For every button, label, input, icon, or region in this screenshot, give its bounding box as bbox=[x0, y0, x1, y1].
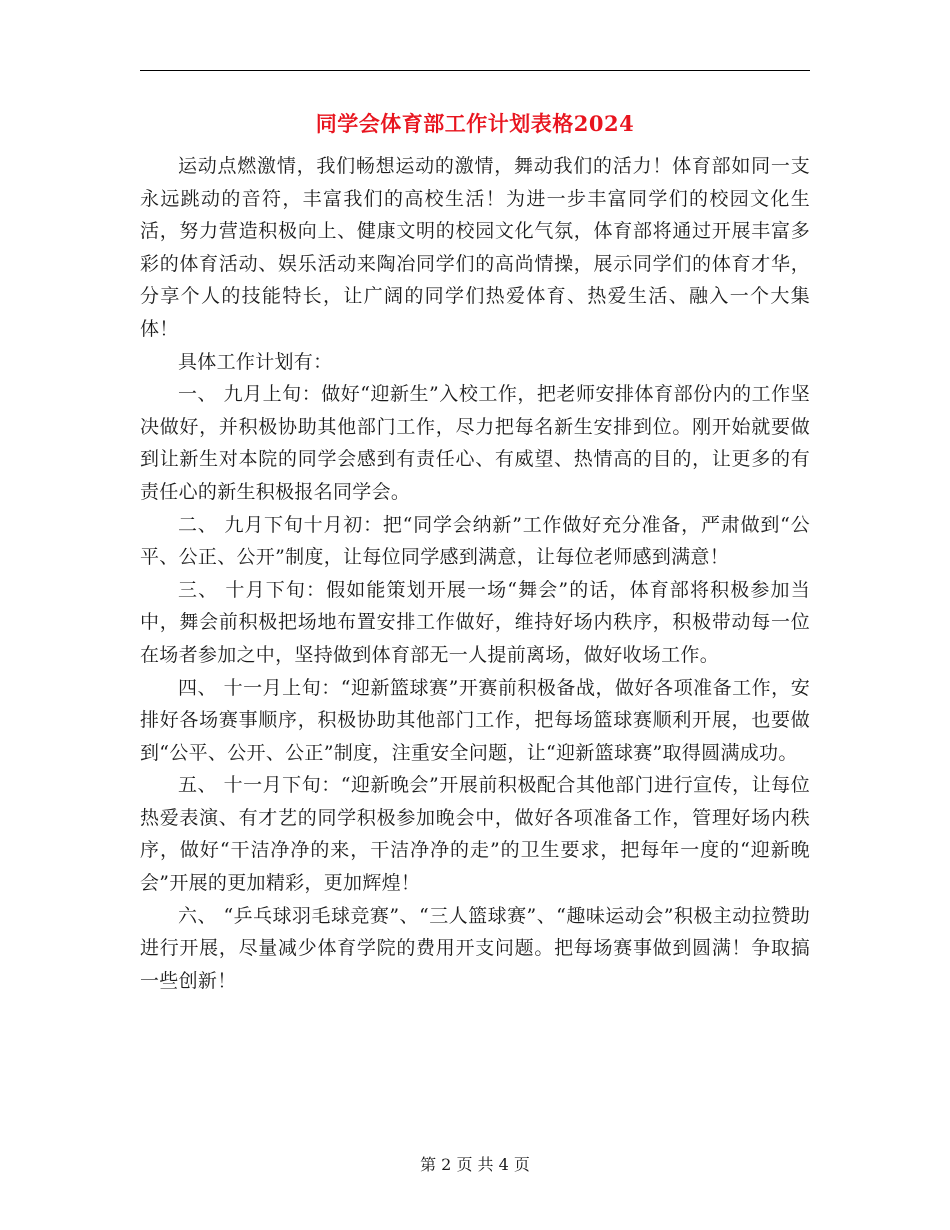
header-rule bbox=[140, 70, 810, 71]
paragraph-plan-heading: 具体工作计划有： bbox=[178, 350, 333, 373]
document-body bbox=[140, 150, 810, 997]
paragraph-item-6: 六、 “乒乓球羽毛球竞赛”、“三人篮球赛”、“趣味运动会”积极主动拉赞助进行开展，尽量减少体育学院的费用开支问题。把每场赛事做到圆满！争取搞一些创新！ bbox=[140, 904, 810, 992]
paragraph-item-4: 四、 十一月上旬：“迎新篮球赛”开赛前积极备战，做好各项准备工作，安排好各场赛事顺序，积极协助其他部门工作，把每场篮球赛顺利开展，也要做到“公平、公开、公正”制度，注重安全问题，让“迎新篮球赛”取得圆满成功。 bbox=[140, 676, 810, 764]
paragraph-intro: 运动点燃激情，我们畅想运动的激情，舞动我们的活力！体育部如同一支永远跳动的音符，丰富我们的高校生活！为进一步丰富同学们的校园文化生活，努力营造积极向上、健康文明的校园文化气氛，体育部将通过开展丰富多彩的体育活动、娱乐活动来陶冶同学们的高尚情操，展示同学们的体育才华，分享个人的技能特长，让广阔的同学们热爱体育、热爱生活、融入一个大集体！ bbox=[140, 155, 810, 340]
paragraph-item-2: 二、 九月下旬十月初：把“同学会纳新”工作做好充分准备，严肃做到“公平、公正、公开”制度，让每位同学感到满意，让每位老师感到满意！ bbox=[140, 513, 810, 569]
paragraph-item-1: 一、 九月上旬：做好“迎新生”入校工作，把老师安排体育部份内的工作坚决做好，并积极协助其他部门工作，尽力把每名新生安排到位。刚开始就要做到让新生对本院的同学会感到有责任心、有威望、热情高的目的，让更多的有责任心的新生积极报名同学会。 bbox=[140, 383, 810, 503]
document-title: 同学会体育部工作计划表格2024 bbox=[315, 111, 635, 136]
paragraph-item-3: 三、 十月下旬：假如能策划开展一场“舞会”的话，体育部将积极参加当中，舞会前积极把场地布置安排工作做好，维持好场内秩序，积极带动每一位在场者参加之中，坚持做到体育部无一人提前离场，做好收场工作。 bbox=[140, 578, 810, 666]
paragraph-item-5: 五、 十一月下旬：“迎新晚会”开展前积极配合其他部门进行宣传，让每位热爱表演、有才艺的同学积极参加晚会中，做好各项准备工作，管理好场内秩序，做好“干洁净净的来，干洁净净的走”的卫生要求，把每年一度的“迎新晚会”开展的更加精彩，更加辉煌！ bbox=[140, 774, 810, 895]
page-number-footer: 第 2 页 共 4 页 bbox=[420, 1155, 530, 1174]
